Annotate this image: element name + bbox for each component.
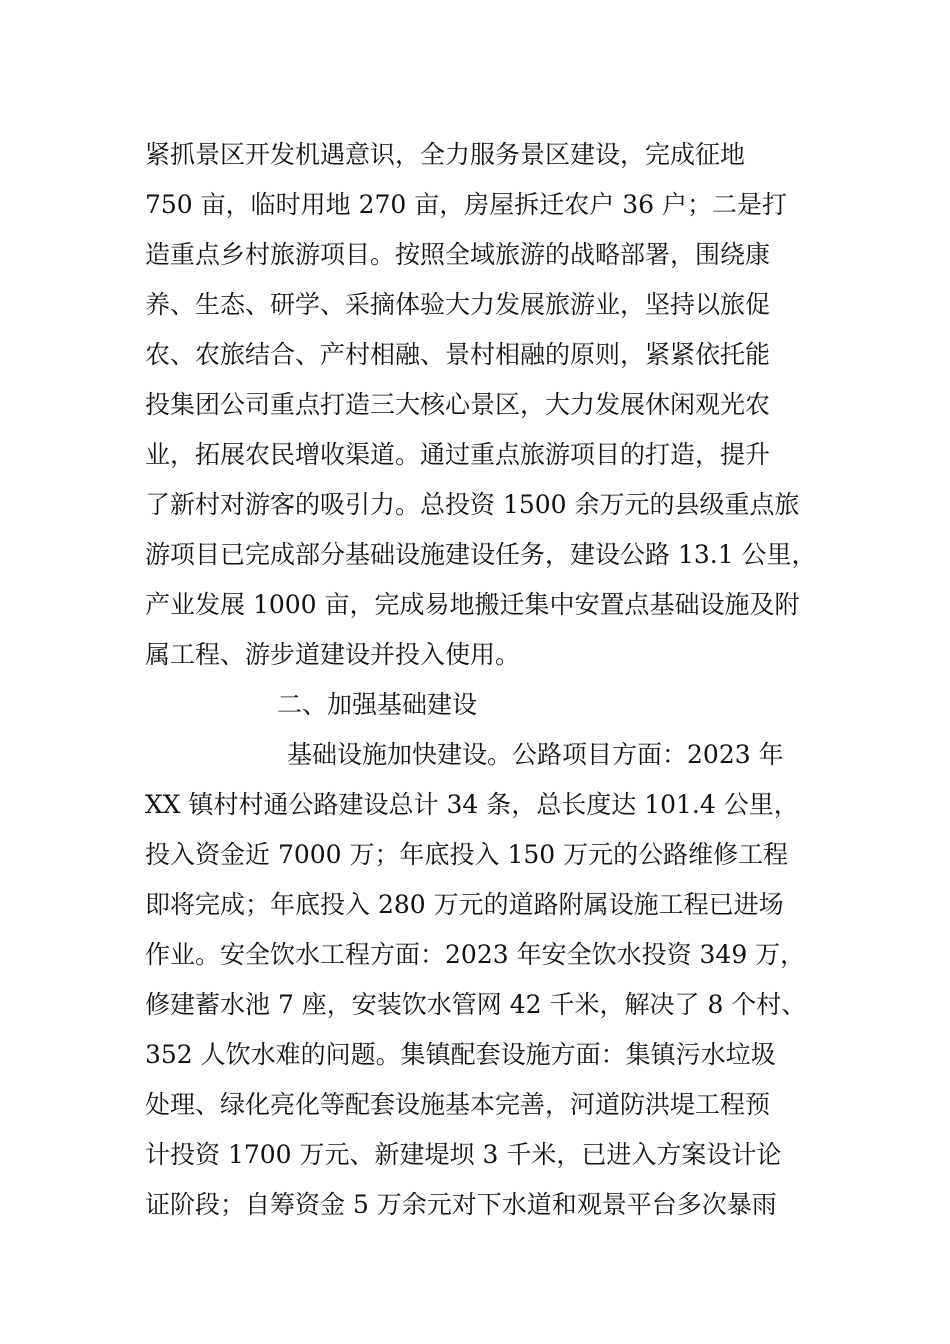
text-line: 处理、绿化亮化等配套设施基本完善，河道防洪堤工程预 [145, 1090, 771, 1119]
text-line: 投入资金近 7000 万；年底投入 150 万元的公路维修工程 [145, 840, 789, 869]
text-line: 作业。安全饮水工程方面：2023 年安全饮水投资 349 万， [145, 940, 806, 969]
text-line: 修建蓄水池 7 座，安装饮水管网 42 千米，解决了 8 个村、 [145, 990, 807, 1019]
text-line: 养、生态、研学、采摘体验大力发展旅游业，坚持以旅促 [145, 290, 771, 319]
text-line: XX 镇村村通公路建设总计 34 条，总长度达 101.4 公里， [145, 790, 799, 819]
text-line: 了新村对游客的吸引力。总投资 1500 余万元的县级重点旅 [145, 490, 800, 519]
text-line: 352 人饮水难的问题。集镇配套设施方面：集镇污水垃圾 [145, 1040, 776, 1069]
paragraph-infrastructure [145, 730, 835, 1230]
paragraph-tourism [145, 130, 835, 680]
text-line: 基础设施加快建设。公路项目方面：2023 年 [287, 740, 784, 769]
text-line: 农、农旅结合、产村相融、景村相融的原则，紧紧依托能 [145, 340, 771, 369]
section-heading: 二、加强基础建设 [277, 690, 478, 719]
text-line: 计投资 1700 万元、新建堤坝 3 千米，已进入方案设计论 [145, 1140, 782, 1169]
text-line: 投集团公司重点打造三大核心景区，大力发展休闲观光农 [145, 390, 771, 419]
text-line: 证阶段；自筹资金 5 万余元对下水道和观景平台多次暴雨 [145, 1190, 777, 1219]
text-line: 产业发展 1000 亩，完成易地搬迁集中安置点基础设施及附 [145, 590, 800, 619]
text-line: 750 亩，临时用地 270 亩，房屋拆迁农户 36 户；二是打 [145, 190, 787, 219]
text-line: 即将完成；年底投入 280 万元的道路附属设施工程已进场 [145, 890, 784, 919]
text-line: 业，拓展农民增收渠道。通过重点旅游项目的打造，提升 [145, 440, 771, 469]
text-line: 紧抓景区开发机遇意识，全力服务景区建设，完成征地 [145, 140, 746, 169]
document-body [145, 130, 835, 1230]
text-line: 游项目已完成部分基础设施建设任务，建设公路 13.1 公里， [145, 540, 817, 569]
text-line: 属工程、游步道建设并投入使用。 [145, 640, 521, 669]
text-line: 造重点乡村旅游项目。按照全域旅游的战略部署，围绕康 [145, 240, 771, 269]
